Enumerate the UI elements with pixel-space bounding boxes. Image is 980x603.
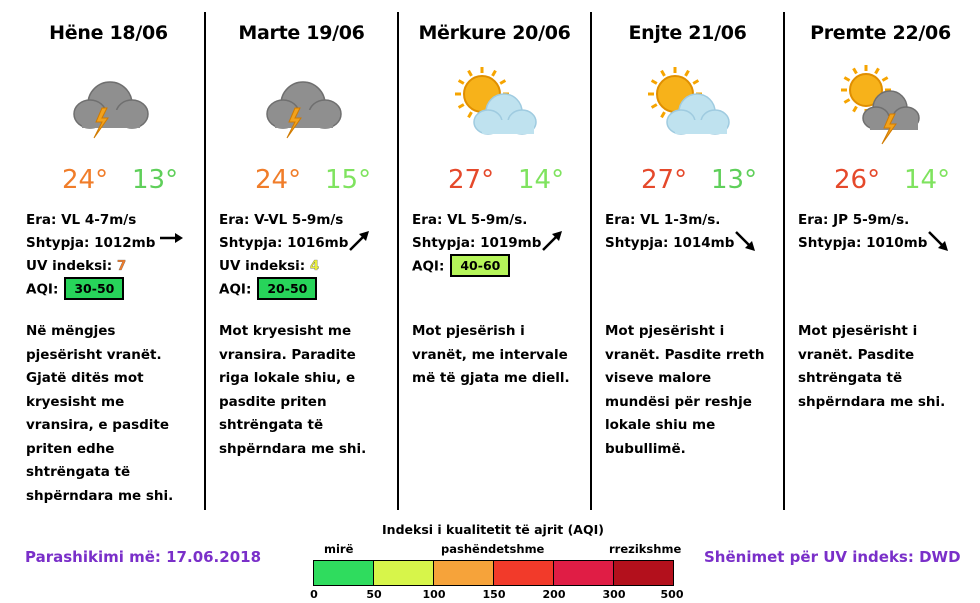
day-column (12, 0, 205, 520)
wind-text: Era: VL 1-3m/s. (605, 212, 721, 228)
aqi-scale-tick: 500 (660, 588, 684, 601)
aqi-row (219, 278, 348, 301)
pressure-text: Shtypja: 1019mb (412, 235, 542, 251)
aqi-label: AQI: (412, 258, 445, 275)
column-divider (397, 12, 399, 510)
aqi-color-scale (313, 560, 674, 586)
min-temperature: 15° (325, 165, 372, 195)
day-column (591, 0, 784, 520)
uv-note: Shënimet për UV indeks: DWD (704, 548, 961, 566)
forecast-date: Parashikimi më: 17.06.2018 (25, 548, 262, 566)
forecast-description: Mot pjesërisht i vranët. Pasdite rreth viseve malore mundësi për reshje lokale shiu me bubullimë. (605, 323, 765, 457)
aqi-scale-segment (494, 561, 554, 585)
aqi-scale-tick: 0 (310, 588, 318, 601)
uv-index (219, 255, 348, 278)
aqi-scale-segment (554, 561, 614, 585)
partly-cloudy-icon (446, 62, 546, 152)
aqi-scale-segment (374, 561, 434, 585)
aqi-label-good: mirë (324, 542, 354, 556)
aqi-scale-segment (314, 561, 374, 585)
aqi-badge: 40-60 (450, 254, 510, 277)
up-right-arrow-icon (345, 227, 373, 255)
aqi-scale-tick: 300 (602, 588, 626, 601)
column-divider (204, 12, 206, 510)
aqi-scale-segment (434, 561, 494, 585)
weather-info (798, 209, 927, 255)
wind-text: Era: VL 4-7m/s (26, 212, 137, 228)
uv-label: UV indeksi: (219, 258, 306, 274)
min-temperature: 14° (904, 165, 951, 195)
weather-info (412, 209, 541, 278)
right-arrow-icon (157, 224, 185, 252)
partly-cloudy-icon (639, 62, 739, 152)
down-right-arrow-icon (924, 227, 952, 255)
pressure-text: Shtypja: 1012mb (26, 235, 156, 251)
aqi-label-hazardous: rrezikshme (609, 542, 682, 556)
aqi-badge: 30-50 (64, 277, 124, 300)
day-title: Mërkure 20/06 (418, 22, 571, 44)
aqi-badge: 20-50 (257, 277, 317, 300)
max-temperature: 26° (834, 165, 881, 195)
aqi-label-unhealthy: pashëndetshme (441, 542, 545, 556)
max-temperature: 27° (641, 165, 688, 195)
sun-thunderstorm-icon (832, 62, 932, 152)
weather-info (26, 209, 155, 301)
max-temperature: 24° (62, 165, 109, 195)
day-title: Marte 19/06 (238, 22, 365, 44)
wind-text: Era: VL 5-9m/s. (412, 212, 528, 228)
uv-value: 7 (116, 258, 127, 274)
max-temperature: 27° (448, 165, 495, 195)
aqi-scale-segment (614, 561, 673, 585)
uv-index (26, 255, 155, 278)
down-right-arrow-icon (731, 227, 759, 255)
aqi-label: AQI: (26, 281, 59, 298)
pressure-text: Shtypja: 1016mb (219, 235, 349, 251)
day-title: Premte 22/06 (810, 22, 951, 44)
pressure-text: Shtypja: 1010mb (798, 235, 928, 251)
aqi-row (26, 278, 155, 301)
wind-text: Era: V-VL 5-9m/s (219, 212, 344, 228)
thunderstorm-cloud-icon (253, 62, 353, 152)
thunderstorm-cloud-icon (60, 62, 160, 152)
day-column (398, 0, 591, 520)
aqi-scale-tick: 150 (482, 588, 506, 601)
pressure-text: Shtypja: 1014mb (605, 235, 735, 251)
forecast-description: Mot pjesërish i vranët, me intervale më të gjata me diell. (412, 323, 570, 386)
day-title: Hëne 18/06 (49, 22, 168, 44)
day-title: Enjte 21/06 (628, 22, 747, 44)
temperatures (12, 165, 205, 201)
forecast-description: Në mëngjes pjesërisht vranët. Gjatë ditës mot kryesisht me vransira, e pasdite priten edhe shtrëngata të shpërndara me shi. (26, 323, 174, 504)
temperatures (398, 165, 591, 201)
day-column (205, 0, 398, 520)
aqi-scale-tick: 50 (366, 588, 382, 601)
forecast-description: Mot pjesërisht i vranët. Pasdite shtrëngata të shpërndara me shi. (798, 323, 946, 410)
up-right-arrow-icon (538, 227, 566, 255)
aqi-scale-tick: 200 (542, 588, 566, 601)
weather-info (219, 209, 348, 301)
aqi-scale-title: Indeksi i kualitetit të ajrit (AQI) (382, 522, 604, 537)
min-temperature: 13° (711, 165, 758, 195)
temperatures (205, 165, 398, 201)
min-temperature: 14° (518, 165, 565, 195)
column-divider (590, 12, 592, 510)
aqi-label: AQI: (219, 281, 252, 298)
uv-label: UV indeksi: (26, 258, 113, 274)
uv-value: 4 (309, 258, 320, 274)
weather-info (605, 209, 734, 255)
column-divider (783, 12, 785, 510)
aqi-scale-tick: 100 (422, 588, 446, 601)
temperatures (784, 165, 977, 201)
wind-text: Era: JP 5-9m/s. (798, 212, 910, 228)
day-column (784, 0, 977, 520)
max-temperature: 24° (255, 165, 302, 195)
aqi-row (412, 255, 541, 278)
min-temperature: 13° (132, 165, 179, 195)
forecast-description: Mot kryesisht me vransira. Paradite riga lokale shiu, e pasdite priten shtrëngata të shpërndara me shi. (219, 323, 367, 457)
temperatures (591, 165, 784, 201)
